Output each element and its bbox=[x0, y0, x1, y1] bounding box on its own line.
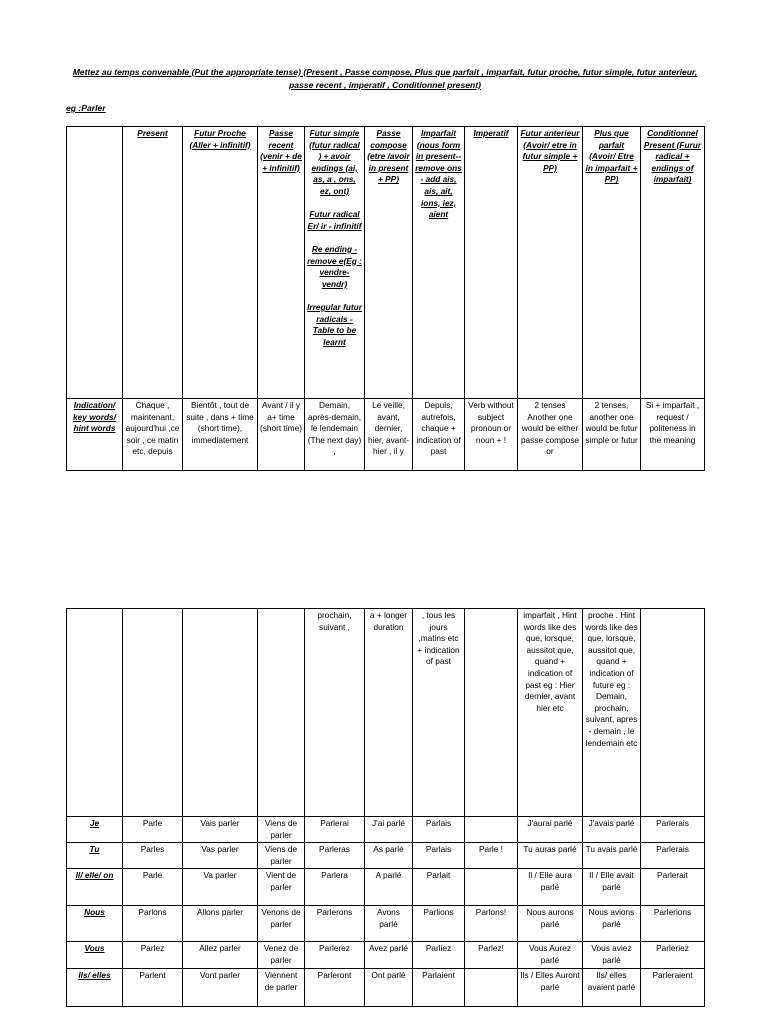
cell-vous-imperatif: Parlez! bbox=[465, 942, 518, 969]
cell-il-passe-recent: Vient de parler bbox=[258, 869, 305, 906]
header-plus-que-parfait: Plus que parfait (Avoir/ Etre in imparfait + PP) bbox=[583, 127, 641, 399]
cell-je-conditionnel: Parlerais bbox=[641, 817, 705, 843]
pronoun-tu: Tu bbox=[67, 843, 123, 869]
header-imperatif: Imperatif bbox=[465, 127, 518, 399]
cell-tu-futur-simple: Parleras bbox=[305, 843, 365, 869]
pronoun-je: Je bbox=[67, 817, 123, 843]
cell-je-futur-anterieur: J'aurai parlé bbox=[518, 817, 583, 843]
pronoun-il: Il/ elle/ on bbox=[67, 869, 123, 906]
indication-cont-plus-que-parfait: proche . Hint words like des que, lorsque, aussitot que, quand + indication of future eg : Demain, prochain, suivant, apres - demain , le lendemain etc bbox=[583, 609, 641, 817]
cell-je-passe-recent: Viens de parler bbox=[258, 817, 305, 843]
futur-simple-note-3: Irregular futur radicals - Table to be learnt bbox=[307, 301, 362, 347]
cell-il-present: Parle bbox=[123, 869, 183, 906]
indication-futur-simple: Demain, après-demain, le lendemain (The next day) , bbox=[305, 399, 365, 471]
futur-simple-note-1: Futur radical Er/ ir - infinitif bbox=[307, 209, 362, 231]
cell-ils-conditionnel: Parleraient bbox=[641, 969, 705, 1007]
cell-nous-futur-simple: Parlerons bbox=[305, 906, 365, 942]
indication-passe-compose: Le veille, avant, dernier, hier, avant-hier , il y bbox=[365, 399, 413, 471]
pronoun-nous: Nous bbox=[67, 906, 123, 942]
cell-il-futur-anterieur: Il / Elle aura parlé bbox=[518, 869, 583, 906]
cell-tu-imparfait: Parlais bbox=[413, 843, 465, 869]
cell-je-futur-proche: Vais parler bbox=[183, 817, 258, 843]
cell-vous-conditionnel: Parleriez bbox=[641, 942, 705, 969]
cell-je-imperatif bbox=[465, 817, 518, 843]
cell-il-passe-compose: A parlé bbox=[365, 869, 413, 906]
indication-present: Chaque , maintenant, aujourd'hui ,ce soir , ce matin etc, depuis bbox=[123, 399, 183, 471]
conjugation-row-il bbox=[67, 869, 705, 906]
cell-je-imparfait: Parlais bbox=[413, 817, 465, 843]
cell-tu-plus-que-parfait: Tu avais parlé bbox=[583, 843, 641, 869]
header-cell-empty bbox=[67, 127, 123, 399]
cell-nous-plus-que-parfait: Nous avions parlé bbox=[583, 906, 641, 942]
cell-ils-plus-que-parfait: Ils/ elles avaient parlé bbox=[583, 969, 641, 1007]
cell-je-present: Parle bbox=[123, 817, 183, 843]
cell-il-plus-que-parfait: Il / Elle avait parlé bbox=[583, 869, 641, 906]
cell-tu-imperatif: Parle ! bbox=[465, 843, 518, 869]
cell-ils-present: Parlent bbox=[123, 969, 183, 1007]
indication-plus-que-parfait: 2 tenses, another one would be futur simple or futur bbox=[583, 399, 641, 471]
cell-vous-passe-compose: Avez parlé bbox=[365, 942, 413, 969]
indication-futur-proche: Bientôt , tout de suite , dans + time (short time), immediatement bbox=[183, 399, 258, 471]
indication-cont-imparfait: , tous les jours ,matins etc + indication of past bbox=[413, 609, 465, 817]
indication-imperatif: Verb without subject pronoun or noun + ! bbox=[465, 399, 518, 471]
cell-vous-imparfait: Parliez bbox=[413, 942, 465, 969]
conjugation-row-ils bbox=[67, 969, 705, 1007]
indication-cont-imperatif bbox=[465, 609, 518, 817]
cell-nous-futur-anterieur: Nous aurons parlé bbox=[518, 906, 583, 942]
conjugation-row-tu bbox=[67, 843, 705, 869]
header-conditionnel-present: Conditionnel Present (Furur radical + endings of imparfait) bbox=[641, 127, 705, 399]
cell-ils-imparfait: Parlaient bbox=[413, 969, 465, 1007]
cell-vous-passe-recent: Venez de parler bbox=[258, 942, 305, 969]
cell-je-passe-compose: J'ai parlé bbox=[365, 817, 413, 843]
indication-label: Indication/ key words/ hint words bbox=[67, 399, 123, 471]
cell-nous-present: Parlons bbox=[123, 906, 183, 942]
cell-nous-imparfait: Parlions bbox=[413, 906, 465, 942]
cell-vous-futur-simple: Parlerez bbox=[305, 942, 365, 969]
page-title: Mettez au temps convenable (Put the appropriate tense) (Present , Passe compose, Plus que parfait , imparfait, futur proche, futur simple, futur anterieur, passe recent , imperatif , Conditionnel present) bbox=[72, 67, 698, 90]
indication-row-part-2 bbox=[67, 609, 705, 817]
cell-nous-conditionnel: Parlerions bbox=[641, 906, 705, 942]
futur-simple-note-2: Re ending - remove e(Eg : vendre- vendr) bbox=[307, 243, 362, 289]
header-imparfait: Imparfait (nous form in present-- remove ons - add ais, ais, ait, ions, iez, aient bbox=[413, 127, 465, 399]
indication-passe-recent: Avant / il y a+ time (short time) bbox=[258, 399, 305, 471]
cell-ils-passe-recent: Viennent de parler bbox=[258, 969, 305, 1007]
indication-row-part-1 bbox=[67, 399, 705, 471]
futur-simple-title: Futur simple (futur radical ) + avoir endings (ai, as, a , ons, ez, ont) bbox=[309, 128, 360, 196]
cell-nous-passe-recent: Venons de parler bbox=[258, 906, 305, 942]
cell-il-conditionnel: Parlerait bbox=[641, 869, 705, 906]
header-futur-anterieur: Futur anterieur (Avoir/ etre in futur simple + PP) bbox=[518, 127, 583, 399]
cell-je-futur-simple: Parlerai bbox=[305, 817, 365, 843]
cell-tu-present: Parles bbox=[123, 843, 183, 869]
cell-ils-imperatif bbox=[465, 969, 518, 1007]
header-futur-proche: Futur Proche (Aller + infinitif) bbox=[183, 127, 258, 399]
indication-cont-futur-anterieur: imparfait , Hint words like des que, lorsque, aussitot que, quand + indication of past eg : Hier dernier, avant hier etc bbox=[518, 609, 583, 817]
cell-il-imperatif bbox=[465, 869, 518, 906]
indication-cont-passe-compose: a + longer duration bbox=[365, 609, 413, 817]
cell-ils-futur-proche: Vont parler bbox=[183, 969, 258, 1007]
cell-il-futur-simple: Parlera bbox=[305, 869, 365, 906]
cell-vous-futur-anterieur: Vous Aurez parlé bbox=[518, 942, 583, 969]
cell-ils-futur-simple: Parleront bbox=[305, 969, 365, 1007]
indication-conditionnel: Si + imparfait , request / politeness in the meaning bbox=[641, 399, 705, 471]
header-row bbox=[67, 127, 705, 399]
cell-je-plus-que-parfait: J'avais parlé bbox=[583, 817, 641, 843]
tense-table-part-2 bbox=[66, 608, 705, 1007]
cell-tu-futur-proche: Vas parler bbox=[183, 843, 258, 869]
cell-vous-present: Parlez bbox=[123, 942, 183, 969]
cell-ils-passe-compose: Ont parlé bbox=[365, 969, 413, 1007]
indication-cont-label bbox=[67, 609, 123, 817]
tense-table-part-1 bbox=[66, 126, 705, 471]
indication-cont-conditionnel bbox=[641, 609, 705, 817]
pronoun-ils: Ils/ elles bbox=[67, 969, 123, 1007]
indication-cont-present bbox=[123, 609, 183, 817]
conjugation-row-je bbox=[67, 817, 705, 843]
indication-imparfait: Depuis, autrefois, chaque + indication of past bbox=[413, 399, 465, 471]
cell-vous-plus-que-parfait: Vous aviez parlé bbox=[583, 942, 641, 969]
cell-il-futur-proche: Va parler bbox=[183, 869, 258, 906]
cell-nous-passe-compose: Avons parlé bbox=[365, 906, 413, 942]
conjugation-row-nous bbox=[67, 906, 705, 942]
cell-tu-passe-recent: Viens de parler bbox=[258, 843, 305, 869]
header-present: Present bbox=[123, 127, 183, 399]
cell-ils-futur-anterieur: Ils / Elles Auront parlé bbox=[518, 969, 583, 1007]
header-passe-compose: Passe compose (etre /avoir in present + PP) bbox=[365, 127, 413, 399]
header-futur-simple bbox=[305, 127, 365, 399]
indication-cont-passe-recent bbox=[258, 609, 305, 817]
header-passe-recent: Passe recent (venir + de + infinitif) bbox=[258, 127, 305, 399]
cell-nous-imperatif: Parlons! bbox=[465, 906, 518, 942]
indication-futur-anterieur: 2 tenses Another one would be either passe compose or bbox=[518, 399, 583, 471]
cell-vous-futur-proche: Allez parler bbox=[183, 942, 258, 969]
indication-cont-futur-simple: prochain, suivant , bbox=[305, 609, 365, 817]
cell-nous-futur-proche: Allons parler bbox=[183, 906, 258, 942]
cell-tu-passe-compose: As parlé bbox=[365, 843, 413, 869]
cell-tu-conditionnel: Parlerais bbox=[641, 843, 705, 869]
example-verb-label: eg :Parler bbox=[66, 103, 106, 113]
pronoun-vous: Vous bbox=[67, 942, 123, 969]
indication-cont-futur-proche bbox=[183, 609, 258, 817]
cell-tu-futur-anterieur: Tu auras parlé bbox=[518, 843, 583, 869]
cell-il-imparfait: Parlait bbox=[413, 869, 465, 906]
conjugation-row-vous bbox=[67, 942, 705, 969]
